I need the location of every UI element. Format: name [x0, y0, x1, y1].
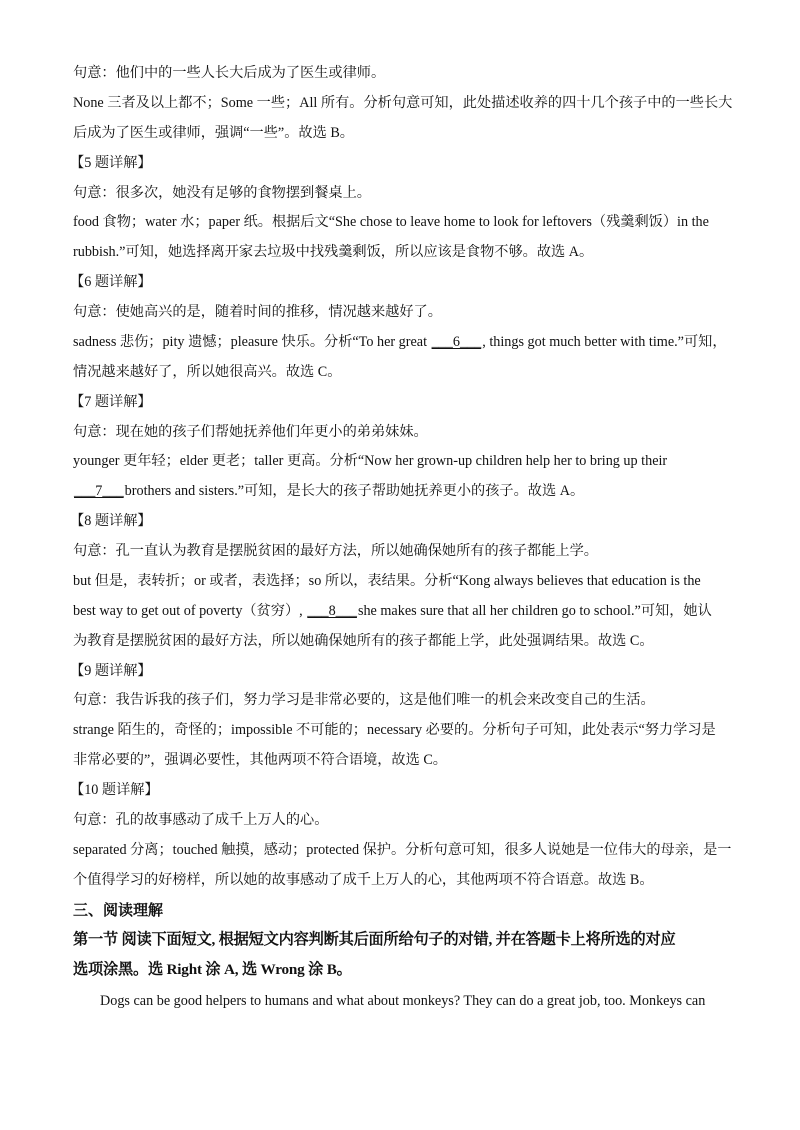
- instruction-line: 选项涂黑。选 Right 涂 A, 选 Wrong 涂 B。: [73, 961, 352, 978]
- question-heading: 【6 题详解】: [70, 274, 152, 290]
- text-line: 句意：孔一直认为教育是摆脱贫困的最好方法，所以她确保她所有的孩子都能上学。: [73, 543, 598, 559]
- text-line: separated 分离；touched 触摸，感动；protected 保护。分析句意可知，很多人说她是一位伟大的母亲，是一: [73, 842, 732, 858]
- text-line: 为教育是摆脱贫困的最好方法，所以她确保她所有的孩子都能上学，此处强调结果。故选 C。: [73, 633, 654, 649]
- text-line: strange 陌生的，奇怪的；impossible 不可能的；necessary 必要的。分析句子可知，此处表示“努力学习是: [73, 722, 716, 738]
- text-line: younger 更年轻；elder 更老；taller 更高。分析“Now her grown-up children help her to bring up their: [73, 453, 668, 469]
- text-line: 句意：他们中的一些人长大后成为了医生或律师。: [73, 65, 386, 81]
- text-line: but 但是，表转折；or 或者，表选择；so 所以，表结果。分析“Kong always believes that education is the: [73, 573, 701, 589]
- text-line-with-blank: [73, 602, 733, 620]
- text-line: 句意：孔的故事感动了成千上万人的心。: [73, 812, 329, 828]
- answer-blank: ___7___: [74, 483, 124, 499]
- text-segment: sadness 悲伤；pity 遗憾；pleasure 快乐。分析“To her great: [73, 334, 431, 350]
- answer-blank: ___8___: [307, 603, 357, 619]
- text-line: 非常必要的”，强调必要性，其他两项不符合语境，故选 C。: [73, 752, 447, 768]
- text-line: 句意：使她高兴的是，随着时间的推移，情况越来越好了。: [73, 304, 442, 320]
- question-heading: 【9 题详解】: [70, 663, 152, 679]
- passage-line: Dogs can be good helpers to humans and what about monkeys? They can do a great job, too. Monkeys can: [100, 993, 706, 1009]
- text-line: None 三者及以上都不；Some 一些；All 所有。分析句意可知，此处描述收养的四十几个孩子中的一些长大: [73, 95, 733, 111]
- text-line-with-blank: [73, 333, 733, 351]
- text-segment: she makes sure that all her children go to school.”可知，她认: [357, 603, 712, 619]
- text-line: 句意：现在她的孩子们帮她抚养他们年更小的弟弟妹妹。: [73, 424, 428, 440]
- text-line: 情况越来越好了，所以她很高兴。故选 C。: [73, 364, 342, 380]
- text-line: 句意：我告诉我的孩子们，努力学习是非常必要的，这是他们唯一的机会来改变自己的生活。: [73, 692, 655, 708]
- instruction-line: 第一节 阅读下面短文, 根据短文内容判断其后面所给句子的对错, 并在答题卡上将所选的对应: [73, 931, 676, 948]
- text-line: rubbish.”可知，她选择离开家去垃圾中找残羹剩饭，所以应该是食物不够。故选 A。: [73, 244, 594, 260]
- text-segment: , things got much better with time.”可知，: [482, 334, 727, 350]
- answer-blank: ___6___: [431, 334, 482, 350]
- text-line: food 食物；water 水；paper 纸。根据后文“She chose to leave home to look for leftovers（残羹剩饭）in the: [73, 214, 709, 230]
- text-line: 个值得学习的好榜样，所以她的故事感动了成千上万人的心，其他两项不符合语意。故选 B。: [73, 872, 654, 888]
- question-heading: 【8 题详解】: [70, 513, 152, 529]
- question-heading: 【7 题详解】: [70, 394, 152, 410]
- text-line: 句意：很多次，她没有足够的食物摆到餐桌上。: [73, 185, 371, 201]
- question-heading: 【5 题详解】: [70, 155, 152, 171]
- text-segment: brothers and sisters.”可知，是长大的孩子帮助她抚养更小的孩子。故选 A。: [124, 483, 585, 499]
- section-heading: 三、阅读理解: [73, 901, 164, 919]
- text-line: 后成为了医生或律师，强调“一些”。故选 B。: [73, 125, 354, 141]
- text-line-with-blank: [73, 482, 733, 500]
- text-segment: best way to get out of poverty（贫穷）,: [73, 603, 307, 619]
- question-heading: 【10 题详解】: [70, 782, 159, 798]
